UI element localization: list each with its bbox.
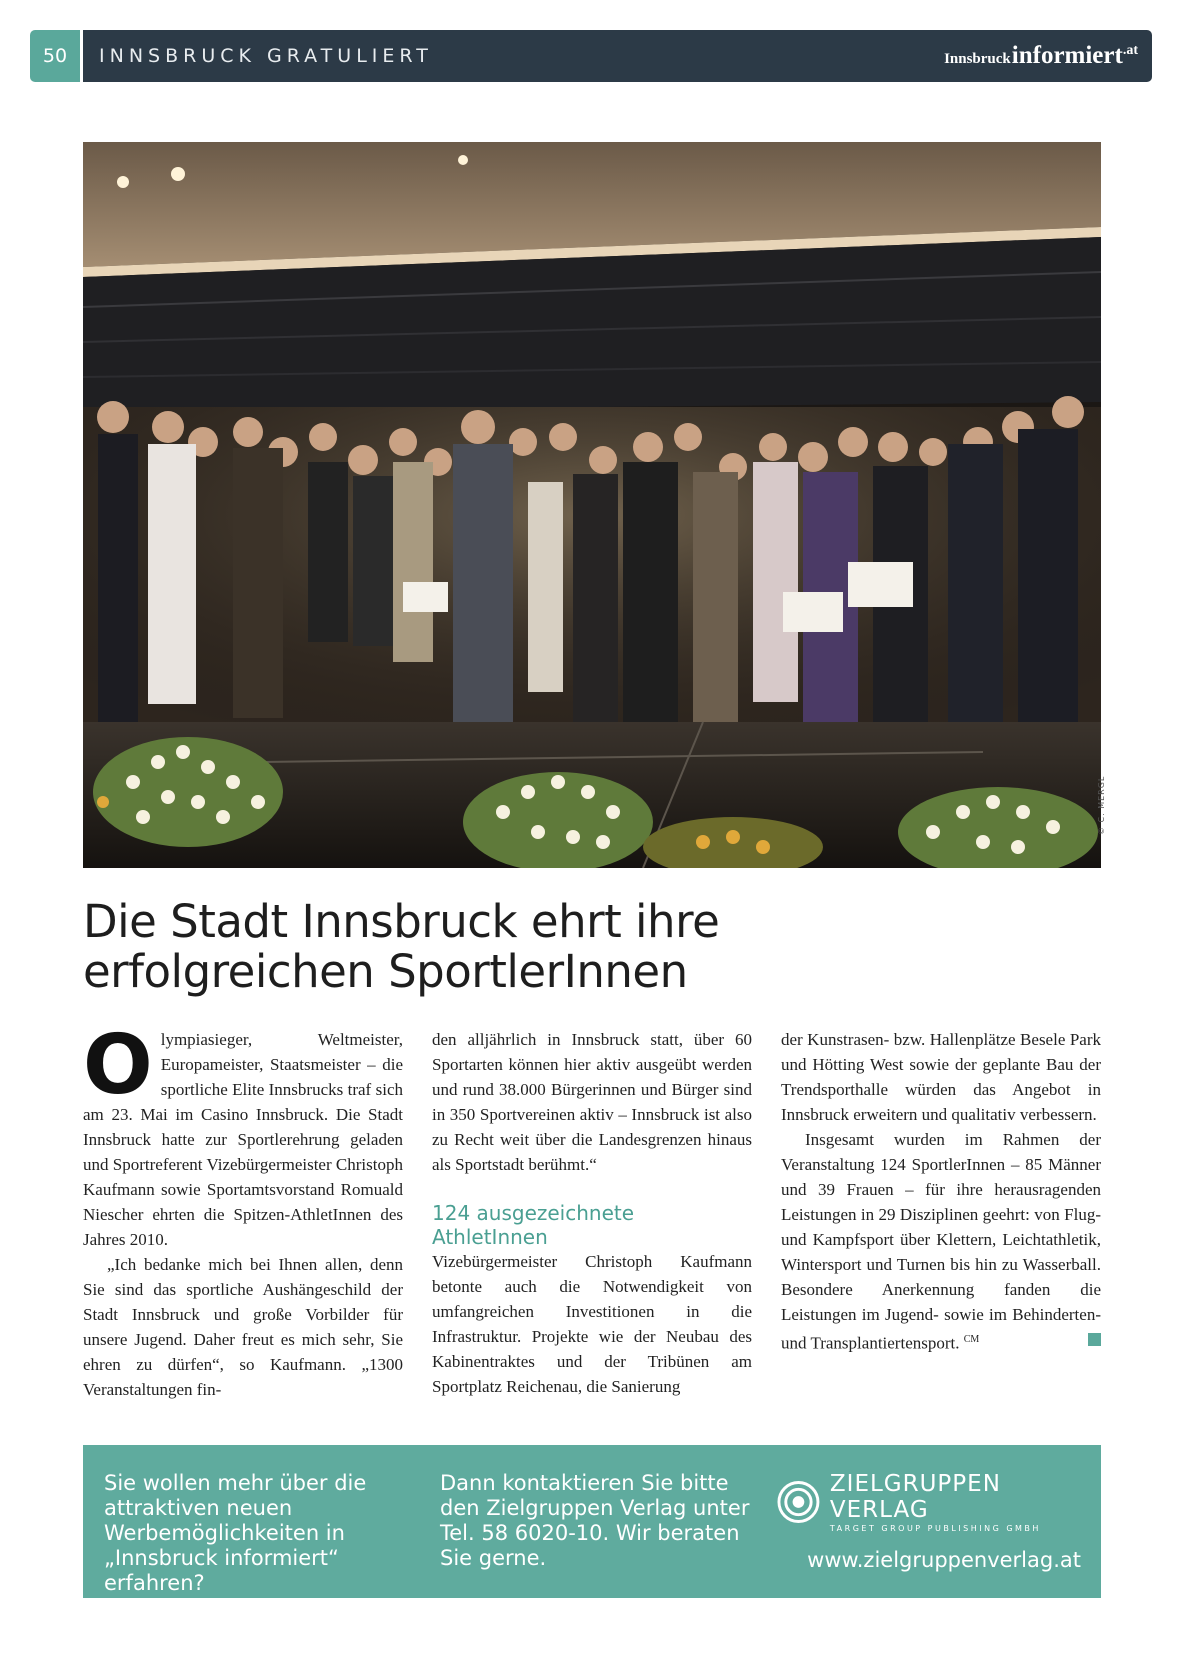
paragraph-1: Olympiasieger, Weltmeister, Europameister, Staatsmeister – die sportliche Elite Innsbrucks traf sich am 23. Mai im Casino Innsbruck. Die Stadt Innsbruck hatte zur Sportlerehrung geladen und Sportreferent Vizebürgermeister Christoph Kaufmann sowie Sportamtsvorstand Romuald Niescher ehrten die Spitzen-AthletInnen des Jahres 2010. xyxy=(83,1018,403,1249)
headline-line-1: Die Stadt Innsbruck ehrt ihre xyxy=(83,895,720,948)
logo-name: ZIELGRUPPEN VERLAG xyxy=(829,1471,1001,1523)
article-column-3 xyxy=(781,1027,1101,1356)
paragraph-6: Insgesamt wurden im Rahmen der Veranstaltung 124 SportlerInnen – 85 Männer und 39 Frauen – für ihre herausragenden Leistungen in 29 Disziplinen geehrt: von Flug- und Kampfsport über Klettern, Leichtathletik, Wintersport und Turnen bis hin zu Wasserball. Besondere Anerkennung fanden die Leistungen im Jugend- sowie im Behinderten- und Transplantiertensport. $^{CM}$ xyxy=(781,1130,1101,1353)
paragraph-3: den alljährlich in Innsbruck statt, über 60 Sportarten können hier aktiv ausgeübt werden und rund 38.000 Bürgerinnen und Bürger sind in 350 Sportvereinen aktiv – Innsbruck ist also zu Recht weit über die Landesgrenzen hinaus als Sportstadt berühmt.“ xyxy=(432,1030,752,1174)
page-number: 50 xyxy=(30,30,80,82)
article-column-1 xyxy=(83,1018,403,1402)
page-header xyxy=(30,30,1152,82)
logo-subtitle: TARGET GROUP PUBLISHING GMBH xyxy=(829,1524,1041,1533)
zielgruppen-verlag-logo xyxy=(777,1471,1101,1533)
concentric-target-icon xyxy=(777,1480,820,1524)
article-column-2 xyxy=(432,1027,752,1399)
brand-part-2: informiert xyxy=(1011,42,1123,69)
brand-part-3: .at xyxy=(1122,43,1138,58)
author-signature: CM xyxy=(963,1334,980,1345)
article-photo xyxy=(83,142,1101,868)
ad-left-text: Sie wollen mehr über die attraktiven neuen Werbemöglichkeiten in „Innsbruck informiert“ erfahren? xyxy=(104,1471,367,1595)
group-photo-illustration xyxy=(83,142,1101,868)
advertisement-box xyxy=(83,1445,1101,1598)
brand-logo[interactable] xyxy=(944,42,1138,70)
drop-cap: O xyxy=(83,1018,153,1113)
ad-contact-text: Dann kontaktieren Sie bitte den Zielgruppen Verlag unter Tel. 58 6020-10. Wir beraten Sie gerne. xyxy=(440,1471,750,1570)
paragraph-4: Vizebürgermeister Christoph Kaufmann betonte auch die Notwendigkeit von umfangreichen Investitionen in die Infrastruktur. Projekte wie der Neubau des Kabinentraktes und der Tribünen am Sportplatz Reichenau, die Sanierung xyxy=(432,1252,752,1396)
section-title: INNSBRUCK GRATULIERT xyxy=(99,45,433,67)
paragraph-2: „Ich bedanke mich bei Ihnen allen, denn Sie sind das sportliche Aushängeschild der Stadt Innsbruck und große Vorbilder für unsere Jugend. Daher freut es mich sehr, Sie ehren zu dürfen“, so Kaufmann. „1300 Veranstaltungen fin- xyxy=(83,1255,403,1399)
end-of-article-square-icon xyxy=(1088,1333,1101,1346)
header-bar xyxy=(83,30,1152,82)
article-subheading: 124 ausgezeichnete AthletInnen xyxy=(432,1201,635,1249)
brand-part-1: Innsbruck xyxy=(944,51,1011,67)
paragraph-5: der Kunstrasen- bzw. Hallenplätze Besele Park und Hötting West sowie der geplante Bau der Trendsporthalle würden das Angebot in Innsbruck erweitern und qualitativ verbessern. xyxy=(781,1030,1101,1124)
photo-credit: © C. MERGL xyxy=(1097,775,1106,835)
article-headline xyxy=(83,897,783,997)
headline-line-2: erfolgreichen SportlerInnen xyxy=(83,945,688,998)
ad-website-link[interactable]: www.zielgruppenverlag.at xyxy=(807,1548,1081,1572)
